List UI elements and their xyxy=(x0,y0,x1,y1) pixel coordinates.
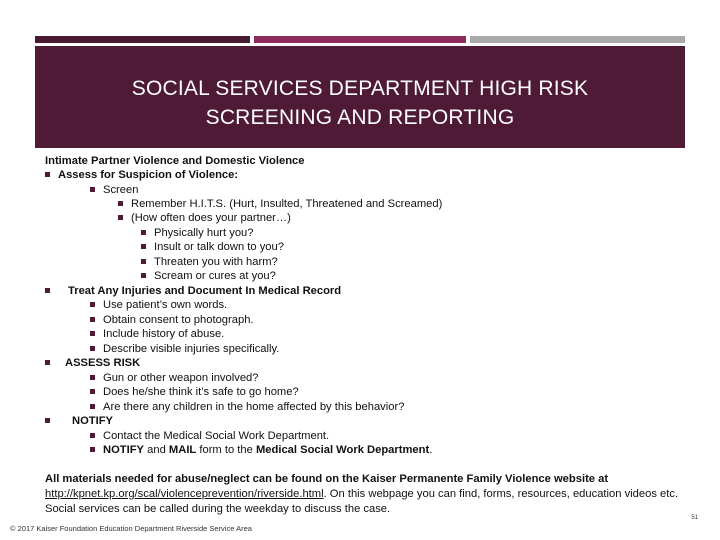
resources-bold-text: All materials needed for abuse/neglect can be found on the Kaiser Permanente Family Violence website at xyxy=(45,473,609,485)
list-item-treat-step: Obtain consent to photograph. xyxy=(90,313,254,327)
bullet-square-icon xyxy=(90,317,95,322)
bullet-square-icon xyxy=(45,288,50,293)
list-item-notify: NOTIFY xyxy=(45,414,113,428)
bullet-square-icon xyxy=(90,433,95,438)
page-number: 51 xyxy=(691,515,698,521)
list-item-treat-step: Use patient’s own words. xyxy=(90,298,227,312)
list-item-treat: Treat Any Injuries and Document In Medical Record xyxy=(45,284,341,298)
bullet-square-icon xyxy=(45,418,50,423)
list-item-assess-risk: ASSESS RISK xyxy=(45,356,140,370)
bullet-square-icon xyxy=(118,201,123,206)
family-violence-link[interactable]: http://kpnet.kp.org/scal/violenceprevention/riverside.html xyxy=(45,488,324,500)
bullet-square-icon xyxy=(90,346,95,351)
accent-bar-dark xyxy=(35,36,250,43)
accent-bar-magenta xyxy=(254,36,466,43)
list-item-risk-question: Gun or other weapon involved? xyxy=(90,371,258,385)
list-item-question: Insult or talk down to you? xyxy=(141,240,284,254)
slide-title-line1: SOCIAL SERVICES DEPARTMENT HIGH RISK xyxy=(131,77,589,100)
bullet-square-icon xyxy=(90,404,95,409)
section-heading: Intimate Partner Violence and Domestic Violence xyxy=(45,155,305,167)
footer-copyright: © 2017 Kaiser Foundation Education Department Riverside Service Area xyxy=(10,524,252,533)
list-item-assess-suspicion: Assess for Suspicion of Violence: xyxy=(45,168,238,182)
list-item-risk-question: Does he/she think it’s safe to go home? xyxy=(90,385,299,399)
bullet-square-icon xyxy=(90,375,95,380)
list-item-question: Threaten you with harm? xyxy=(141,255,278,269)
list-item-risk-question: Are there any children in the home affected by this behavior? xyxy=(90,400,404,414)
bullet-square-icon xyxy=(141,259,146,264)
list-item-notify-step: Contact the Medical Social Work Department. xyxy=(90,429,329,443)
bullet-square-icon xyxy=(118,215,123,220)
bullet-square-icon xyxy=(90,447,95,452)
list-item-treat-step: Describe visible injuries specifically. xyxy=(90,342,279,356)
resources-rest-text: . On this webpage you can find, forms, resources, education videos etc. Social services can be called during the weekday to discuss the case. xyxy=(45,488,679,515)
list-item-question: Scream or cures at you? xyxy=(141,269,276,283)
accent-bar-gray xyxy=(470,36,685,43)
bullet-square-icon xyxy=(90,389,95,394)
list-item-how-often: (How often does your partner…) xyxy=(118,211,291,225)
bullet-square-icon xyxy=(90,302,95,307)
list-item-question: Physically hurt you? xyxy=(141,226,254,240)
bullet-square-icon xyxy=(45,360,50,365)
bullet-square-icon xyxy=(90,187,95,192)
bullet-square-icon xyxy=(141,244,146,249)
slide-title xyxy=(35,74,685,132)
bullet-square-icon xyxy=(141,273,146,278)
list-item-screen: Screen xyxy=(90,183,138,197)
list-item-treat-step: Include history of abuse. xyxy=(90,327,224,341)
bullet-square-icon xyxy=(45,172,50,177)
resources-paragraph xyxy=(45,472,685,517)
list-item-notify-step: NOTIFY and MAIL form to the Medical Social Work Department. xyxy=(90,443,432,457)
list-item-remember: Remember H.I.T.S. (Hurt, Insulted, Threatened and Screamed) xyxy=(118,197,442,211)
slide-title-line2: SCREENING AND REPORTING xyxy=(205,106,515,129)
bullet-square-icon xyxy=(90,331,95,336)
bullet-square-icon xyxy=(141,230,146,235)
